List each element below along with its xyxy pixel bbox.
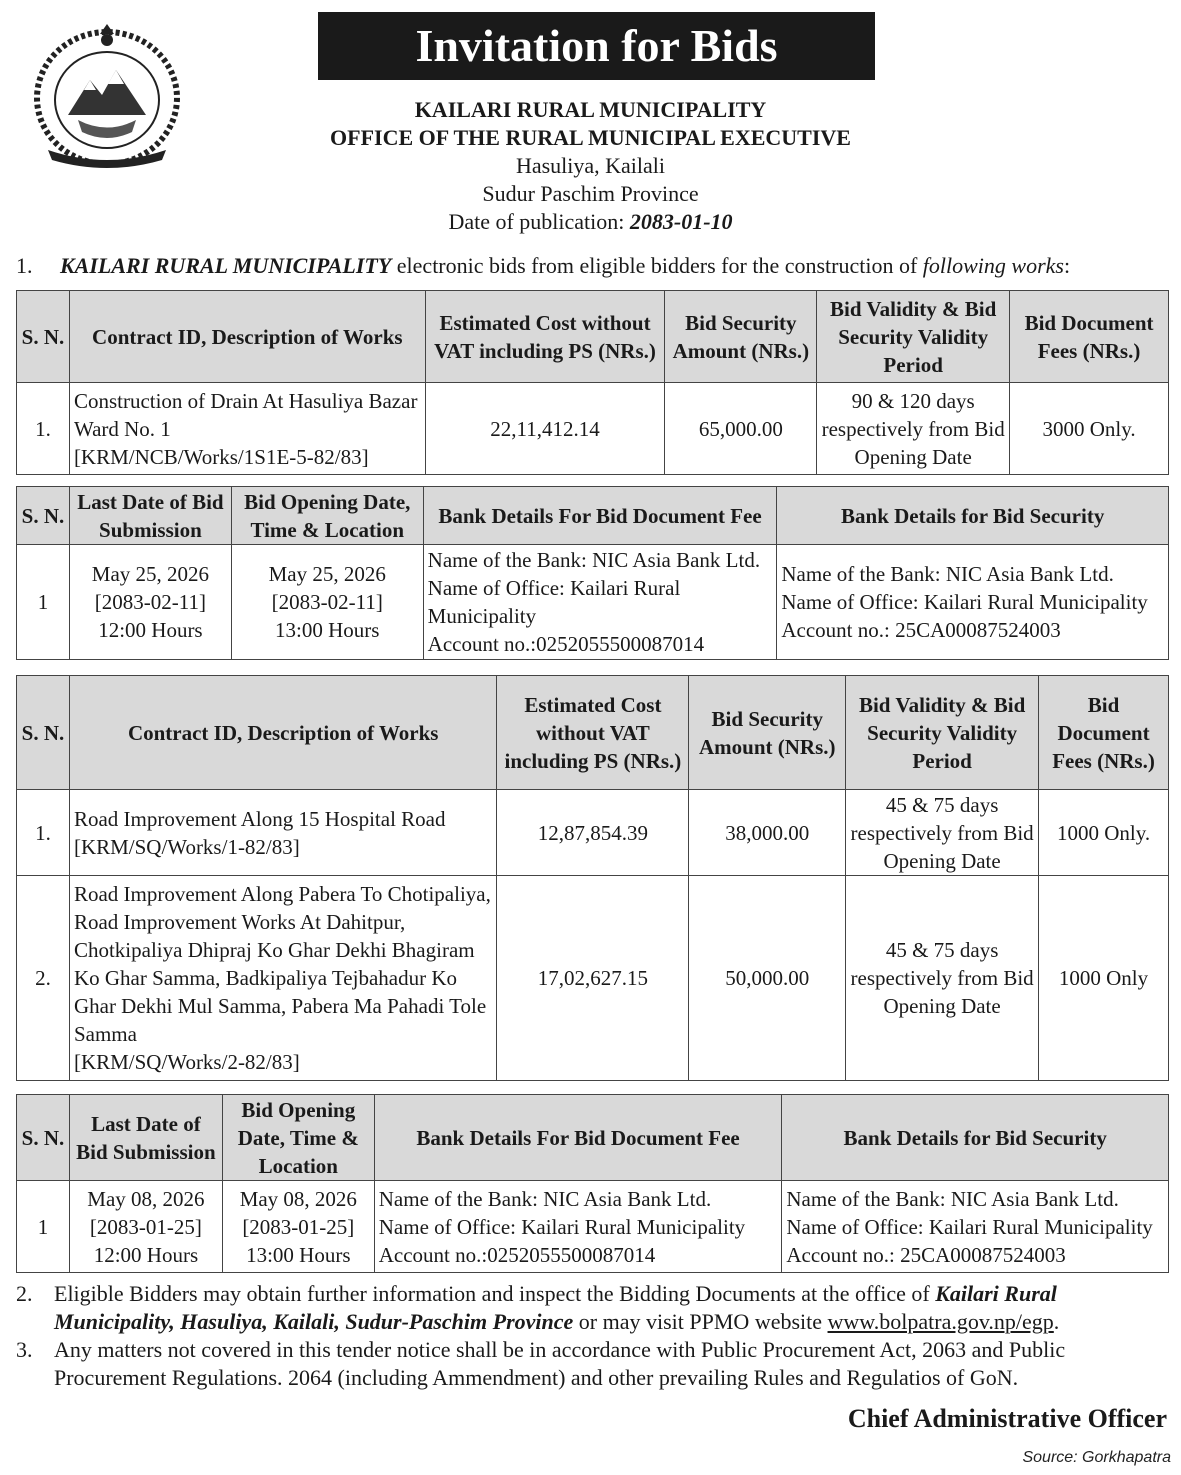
paragraph-lead: KAILARI RURAL MUNICIPALITY — [60, 253, 392, 278]
banner-title: Invitation for Bids — [318, 12, 875, 80]
row-sn: 1 — [17, 545, 70, 660]
province-line: Sudur Paschim Province — [482, 181, 699, 206]
bid-opening — [231, 545, 423, 660]
header-block — [0, 96, 1181, 236]
bid-security: 38,000.00 — [689, 790, 846, 876]
contract-id: [KRM/SQ/Works/2-82/83] — [73, 1050, 300, 1074]
work-description: Road Improvement Along 15 Hospital Road — [73, 806, 446, 831]
office-name: Name of Office: Kailari Rural Municipality — [378, 1214, 746, 1239]
row-sn: 2. — [17, 876, 70, 1081]
office-name: OFFICE OF THE RURAL MUNICIPAL EXECUTIVE — [330, 125, 851, 150]
table-row — [17, 545, 1169, 660]
ppmo-website-link[interactable]: www.bolpatra.gov.np/egp — [827, 1309, 1054, 1334]
works-table-1 — [16, 290, 1169, 475]
bid-security: 50,000.00 — [689, 876, 846, 1081]
header-fee-bank: Bank Details For Bid Document Fee — [423, 487, 777, 545]
open-date-bs: [2083-01-25] — [242, 1214, 355, 1239]
last-date-bs: [2083-01-25] — [89, 1214, 202, 1239]
bank-name: Name of the Bank: NIC Asia Bank Ltd. — [781, 562, 1114, 586]
signature: Chief Administrative Officer — [847, 1404, 1167, 1433]
fee-bank-details — [423, 545, 777, 660]
last-time: 12:00 Hours — [93, 1242, 199, 1267]
estimated-cost: 12,87,854.39 — [497, 790, 689, 876]
bid-security: 65,000.00 — [665, 383, 817, 475]
row-description — [69, 876, 497, 1081]
security-bank-details — [782, 1181, 1169, 1273]
open-time: 13:00 Hours — [246, 1242, 351, 1267]
paragraph-text: electronic bids from eligible bidders for the construction of — [391, 253, 923, 278]
header-fee: Bid Document Fees (NRs.) — [1039, 676, 1169, 790]
row-description — [69, 383, 425, 475]
header-sn: S. N. — [17, 676, 70, 790]
open-date: May 25, 2026 — [268, 562, 386, 586]
estimated-cost: 22,11,412.14 — [425, 383, 665, 475]
notes — [16, 1280, 1176, 1392]
header-validity: Bid Validity & Bid Security Validity Period — [817, 291, 1010, 383]
account-number: Account no.:0252055500087014 — [378, 1242, 656, 1267]
document-fee: 1000 Only. — [1039, 790, 1169, 876]
header-opening: Bid Opening Date, Time & Location — [222, 1095, 374, 1181]
header-security-bank: Bank Details for Bid Security — [782, 1095, 1169, 1181]
header-cost: Estimated Cost without VAT including PS (NRs.) — [425, 291, 665, 383]
note-text: Eligible Bidders may obtain further information and inspect the Bidding Documents at the office of — [54, 1281, 936, 1306]
account-number: Account no.: 25CA00087524003 — [781, 618, 1061, 642]
paragraph-tail: following works — [922, 253, 1064, 278]
paragraph-number: 1. — [16, 253, 33, 278]
document-fee: 3000 Only. — [1010, 383, 1169, 475]
source-credit: Source: Gorkhapatra — [1022, 1449, 1171, 1466]
last-date: May 08, 2026 — [87, 1186, 205, 1211]
note-text-mid: or may visit PPMO website — [573, 1309, 828, 1334]
header-last-date: Last Date of Bid Submission — [69, 487, 231, 545]
document-fee: 1000 Only — [1039, 876, 1169, 1081]
publication-date: 2083-01-10 — [629, 209, 733, 234]
open-time: 13:00 Hours — [275, 618, 380, 642]
schedule-table-1 — [16, 486, 1169, 660]
header-opening: Bid Opening Date, Time & Location — [231, 487, 423, 545]
last-time: 12:00 Hours — [98, 618, 203, 642]
open-date: May 08, 2026 — [239, 1186, 357, 1211]
last-submission — [69, 545, 231, 660]
municipality-name: KAILARI RURAL MUNICIPALITY — [414, 97, 767, 122]
note-3 — [16, 1336, 1176, 1392]
office-name: Name of Office: Kailari Rural Municipality — [786, 1214, 1153, 1239]
header-fee: Bid Document Fees (NRs.) — [1010, 291, 1169, 383]
last-date-bs: [2083-02-11] — [94, 590, 206, 614]
header-cost: Estimated Cost without VAT including PS (NRs.) — [497, 676, 689, 790]
address-line: Hasuliya, Kailali — [515, 153, 666, 178]
note-end: . — [1053, 1309, 1060, 1334]
bank-name: Name of the Bank: NIC Asia Bank Ltd. — [786, 1186, 1119, 1211]
header-contract: Contract ID, Description of Works — [69, 676, 497, 790]
estimated-cost: 17,02,627.15 — [497, 876, 689, 1081]
contract-id: [KRM/SQ/Works/1-82/83] — [73, 834, 300, 859]
account-number: Account no.: 25CA00087524003 — [786, 1242, 1066, 1267]
work-description: Construction of Drain At Hasuliya Bazar Ward No. 1 — [73, 388, 418, 441]
note-number: 3. — [16, 1337, 33, 1362]
publication-label: Date of publication: — [448, 209, 625, 234]
paragraph-1 — [16, 253, 1176, 279]
office-name: Name of Office: Kailari Rural Municipality — [781, 590, 1148, 614]
header-validity: Bid Validity & Bid Security Validity Period — [846, 676, 1039, 790]
security-bank-details — [777, 545, 1169, 660]
last-date: May 25, 2026 — [91, 562, 210, 586]
note-office: Kailari Rural Municipality, Hasuliya, Kailali, Sudur-Paschim Province — [54, 1281, 1057, 1334]
note-number: 2. — [16, 1281, 33, 1306]
table-row — [17, 790, 1169, 876]
header-last-date: Last Date of Bid Submission — [69, 1095, 222, 1181]
last-submission — [69, 1181, 222, 1273]
row-description — [69, 790, 497, 876]
table-row — [17, 383, 1169, 475]
publication-date-line — [0, 208, 1181, 236]
validity-period: 45 & 75 days respectively from Bid Opening Date — [846, 790, 1039, 876]
validity-period: 90 & 120 days respectively from Bid Opening Date — [817, 383, 1010, 475]
works-table-2 — [16, 675, 1169, 1081]
fee-bank-details — [374, 1181, 782, 1273]
header-security: Bid Security Amount (NRs.) — [665, 291, 817, 383]
bank-name: Name of the Bank: NIC Asia Bank Ltd. — [378, 1186, 712, 1211]
note-text: Any matters not covered in this tender notice shall be in accordance with Public Procurement Act, 2063 and Public Procurement Regulations. 2064 (including Ammendment) and other prevailing Rules and Regulatios of GoN. — [54, 1337, 1066, 1390]
header-fee-bank: Bank Details For Bid Document Fee — [374, 1095, 782, 1181]
contract-id: [KRM/NCB/Works/1S1E-5-82/83] — [73, 444, 369, 469]
note-2 — [16, 1280, 1176, 1336]
open-date-bs: [2083-02-11] — [271, 590, 383, 614]
table-row — [17, 876, 1169, 1081]
header-sn: S. N. — [17, 291, 70, 383]
bank-name: Name of the Bank: NIC Asia Bank Ltd. — [427, 548, 761, 572]
header-sn: S. N. — [17, 1095, 70, 1181]
office-name: Name of Office: Kailari Rural Municipality — [427, 576, 681, 628]
row-sn: 1. — [17, 383, 70, 475]
bid-opening — [222, 1181, 374, 1273]
header-sn: S. N. — [17, 487, 70, 545]
row-sn: 1 — [17, 1181, 70, 1273]
paragraph-end: : — [1063, 253, 1071, 278]
schedule-table-2 — [16, 1094, 1169, 1273]
row-sn: 1. — [17, 790, 70, 876]
header-security: Bid Security Amount (NRs.) — [689, 676, 846, 790]
account-number: Account no.:0252055500087014 — [427, 632, 705, 656]
work-description: Road Improvement Along Pabera To Chotipaliya, Road Improvement Works At Dahitpur, Chotkipaliya Dhipraj Ko Ghar Dekhi Bhagiram Ko Ghar Samma, Badkipaliya Tejbahadur Ko Ghar Dekhi Mul Samma, Pabera Ma Pahadi Tole Samma — [73, 882, 491, 1046]
header-security-bank: Bank Details for Bid Security — [777, 487, 1169, 545]
header-contract: Contract ID, Description of Works — [69, 291, 425, 383]
table-row — [17, 1181, 1169, 1273]
validity-period: 45 & 75 days respectively from Bid Opening Date — [846, 876, 1039, 1081]
